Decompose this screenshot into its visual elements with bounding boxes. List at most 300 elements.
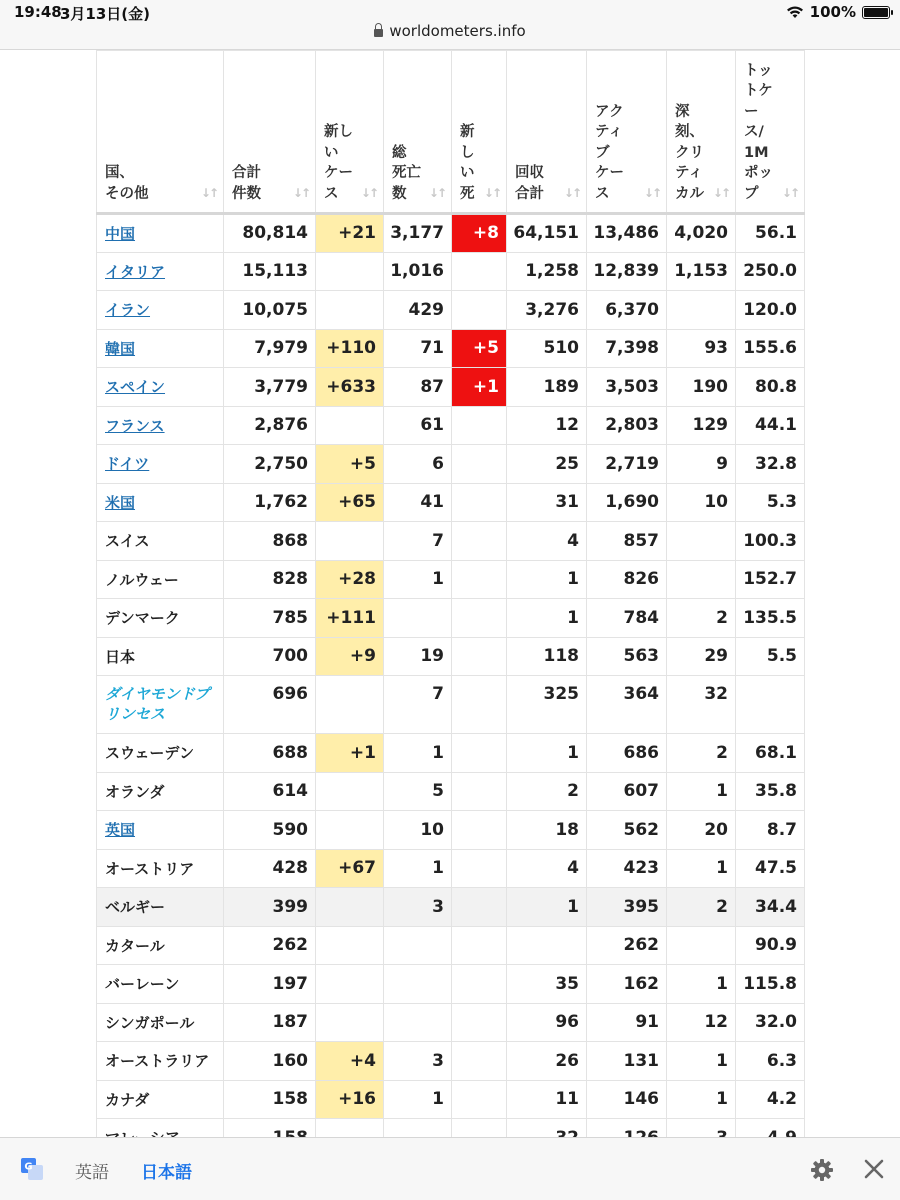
- coronavirus-table-container: [96, 50, 804, 1158]
- cases-per-million-cell: 6.3: [736, 1042, 805, 1081]
- total-deaths-cell: 6: [384, 445, 452, 484]
- total-cases-cell: 2,876: [224, 406, 316, 445]
- new-cases-cell: +16: [316, 1080, 384, 1119]
- url-text: worldometers.info: [389, 22, 526, 40]
- active-cases-cell: 563: [587, 637, 667, 676]
- recovered-cell: 1,258: [507, 252, 587, 291]
- serious-critical-cell: 1: [667, 1042, 736, 1081]
- serious-critical-cell: 12: [667, 1003, 736, 1042]
- new-cases-cell: +4: [316, 1042, 384, 1081]
- table-row: [97, 368, 805, 407]
- header-new-cases[interactable]: [316, 51, 384, 214]
- new-cases-cell: +65: [316, 483, 384, 522]
- cases-per-million-cell: 250.0: [736, 252, 805, 291]
- total-cases-cell: 700: [224, 637, 316, 676]
- total-deaths-cell: 19: [384, 637, 452, 676]
- total-deaths-cell: 5: [384, 772, 452, 811]
- new-deaths-cell: [452, 483, 507, 522]
- total-deaths-cell: 1: [384, 849, 452, 888]
- active-cases-cell: 6,370: [587, 291, 667, 330]
- recovered-cell: 2: [507, 772, 587, 811]
- total-deaths-cell: 41: [384, 483, 452, 522]
- new-cases-cell: +1: [316, 734, 384, 773]
- new-cases-cell: [316, 965, 384, 1004]
- new-deaths-cell: [452, 637, 507, 676]
- status-date: 3月13日(金): [60, 5, 151, 23]
- country-cell[interactable]: [97, 252, 224, 291]
- serious-critical-cell: 129: [667, 406, 736, 445]
- country-name: デンマーク: [105, 609, 180, 628]
- cases-per-million-cell: 4.2: [736, 1080, 805, 1119]
- country-cell[interactable]: [97, 445, 224, 484]
- new-cases-cell: +67: [316, 849, 384, 888]
- total-deaths-cell: 3,177: [384, 214, 452, 253]
- recovered-cell: 1: [507, 560, 587, 599]
- new-deaths-cell: [452, 926, 507, 965]
- total-cases-cell: 187: [224, 1003, 316, 1042]
- new-cases-cell: +5: [316, 445, 384, 484]
- total-cases-cell: 590: [224, 811, 316, 850]
- cases-per-million-cell: 120.0: [736, 291, 805, 330]
- total-cases-cell: 688: [224, 734, 316, 773]
- cases-per-million-cell: 155.6: [736, 329, 805, 368]
- recovered-cell: 4: [507, 522, 587, 561]
- total-deaths-cell: 1: [384, 1080, 452, 1119]
- country-name: オーストリア: [105, 859, 195, 878]
- sort-icon[interactable]: ↓↑: [360, 185, 377, 200]
- new-deaths-cell: [452, 445, 507, 484]
- table-row: [97, 522, 805, 561]
- sort-icon[interactable]: ↓↑: [428, 185, 445, 200]
- country-name: バーレーン: [105, 975, 180, 994]
- close-icon[interactable]: [863, 1158, 885, 1180]
- new-cases-cell: +110: [316, 329, 384, 368]
- status-right: [786, 3, 890, 21]
- new-cases-cell: +111: [316, 599, 384, 638]
- serious-critical-cell: 29: [667, 637, 736, 676]
- sort-icon[interactable]: ↓↑: [712, 185, 729, 200]
- cases-per-million-cell: 135.5: [736, 599, 805, 638]
- country-link[interactable]: 韓国: [105, 339, 136, 358]
- active-cases-cell: 1,690: [587, 483, 667, 522]
- active-cases-cell: 364: [587, 676, 667, 734]
- country-cell: [97, 734, 224, 773]
- country-link[interactable]: イラン: [105, 301, 151, 320]
- serious-critical-cell: [667, 291, 736, 330]
- serious-critical-cell: 190: [667, 368, 736, 407]
- header-total-cases[interactable]: [224, 51, 316, 214]
- table-row: [97, 483, 805, 522]
- total-deaths-cell: 10: [384, 811, 452, 850]
- table-row: [97, 965, 805, 1004]
- coronavirus-table: [96, 50, 805, 1158]
- cases-per-million-cell: 80.8: [736, 368, 805, 407]
- country-cell[interactable]: [97, 368, 224, 407]
- serious-critical-cell: 4,020: [667, 214, 736, 253]
- total-deaths-cell: [384, 965, 452, 1004]
- cases-per-million-cell: [736, 676, 805, 734]
- serious-critical-cell: 20: [667, 811, 736, 850]
- recovered-cell: 1: [507, 734, 587, 773]
- total-deaths-cell: 1: [384, 560, 452, 599]
- total-cases-cell: 160: [224, 1042, 316, 1081]
- table-row: [97, 849, 805, 888]
- new-cases-cell: [316, 926, 384, 965]
- country-cell: [97, 599, 224, 638]
- total-cases-cell: 7,979: [224, 329, 316, 368]
- address-bar[interactable]: [0, 22, 900, 40]
- target-language-button[interactable]: 日本語: [141, 1163, 192, 1183]
- serious-critical-cell: [667, 522, 736, 561]
- recovered-cell: 510: [507, 329, 587, 368]
- header-active-cases[interactable]: [587, 51, 667, 214]
- total-cases-cell: 262: [224, 926, 316, 965]
- total-cases-cell: 399: [224, 888, 316, 927]
- table-row: [97, 1042, 805, 1081]
- country-name: シンガポール: [105, 1013, 195, 1032]
- cases-per-million-cell: 44.1: [736, 406, 805, 445]
- new-deaths-cell: [452, 965, 507, 1004]
- total-cases-cell: 197: [224, 965, 316, 1004]
- recovered-cell: 96: [507, 1003, 587, 1042]
- table-row: [97, 888, 805, 927]
- table-body: [97, 214, 805, 1158]
- cases-per-million-cell: 5.5: [736, 637, 805, 676]
- new-deaths-cell: [452, 811, 507, 850]
- total-cases-cell: 2,750: [224, 445, 316, 484]
- active-cases-cell: 262: [587, 926, 667, 965]
- active-cases-cell: 395: [587, 888, 667, 927]
- table-row: [97, 734, 805, 773]
- new-deaths-cell: [452, 849, 507, 888]
- header-recovered[interactable]: [507, 51, 587, 214]
- serious-critical-cell: 2: [667, 599, 736, 638]
- translate-bar: [0, 1137, 900, 1200]
- new-cases-cell: [316, 811, 384, 850]
- recovered-cell: 31: [507, 483, 587, 522]
- serious-critical-cell: 10: [667, 483, 736, 522]
- country-name: 日本: [105, 647, 136, 666]
- header-cases-per-million[interactable]: [736, 51, 805, 214]
- header-new-deaths[interactable]: [452, 51, 507, 214]
- active-cases-cell: 131: [587, 1042, 667, 1081]
- new-cases-cell: [316, 252, 384, 291]
- serious-critical-cell: 1,153: [667, 252, 736, 291]
- total-cases-cell: 15,113: [224, 252, 316, 291]
- recovered-cell: 189: [507, 368, 587, 407]
- header-country[interactable]: [97, 51, 224, 214]
- recovered-cell: [507, 926, 587, 965]
- country-link[interactable]: ドイツ: [105, 455, 150, 474]
- cases-per-million-cell: 100.3: [736, 522, 805, 561]
- new-deaths-cell: [452, 772, 507, 811]
- header-serious-critical[interactable]: [667, 51, 736, 214]
- serious-critical-cell: 1: [667, 1080, 736, 1119]
- total-cases-cell: 614: [224, 772, 316, 811]
- new-deaths-cell: [452, 1003, 507, 1042]
- table-row: [97, 599, 805, 638]
- new-cases-cell: [316, 676, 384, 734]
- recovered-cell: 1: [507, 599, 587, 638]
- header-label: 深 刻、 クリ ティ カル: [675, 103, 704, 202]
- new-cases-cell: +633: [316, 368, 384, 407]
- country-cell: [97, 926, 224, 965]
- header-label: 新し い ケー ス: [324, 124, 353, 202]
- wifi-icon: [786, 5, 804, 19]
- country-link[interactable]: 英国: [105, 821, 136, 840]
- country-name: スウェーデン: [105, 744, 195, 763]
- recovered-cell: 18: [507, 811, 587, 850]
- cases-per-million-cell: 90.9: [736, 926, 805, 965]
- new-cases-cell: [316, 772, 384, 811]
- active-cases-cell: 784: [587, 599, 667, 638]
- active-cases-cell: 857: [587, 522, 667, 561]
- country-cell: [97, 1042, 224, 1081]
- country-cell[interactable]: [97, 291, 224, 330]
- total-cases-cell: 3,779: [224, 368, 316, 407]
- country-name: カナダ: [105, 1090, 150, 1109]
- cases-per-million-cell: 35.8: [736, 772, 805, 811]
- new-deaths-cell: [452, 1080, 507, 1119]
- country-name: カタール: [105, 936, 165, 955]
- serious-critical-cell: 93: [667, 329, 736, 368]
- active-cases-cell: 146: [587, 1080, 667, 1119]
- new-deaths-cell: [452, 560, 507, 599]
- total-cases-cell: 785: [224, 599, 316, 638]
- header-label: トッ トケ ー ス/ 1M ポッ プ: [744, 62, 773, 202]
- recovered-cell: 118: [507, 637, 587, 676]
- new-deaths-cell: +5: [452, 329, 507, 368]
- country-cell: [97, 1080, 224, 1119]
- source-language-button[interactable]: 英語: [75, 1163, 109, 1183]
- country-link[interactable]: スペイン: [105, 378, 166, 397]
- total-cases-cell: 428: [224, 849, 316, 888]
- total-cases-cell: 80,814: [224, 214, 316, 253]
- header-label: 合計 件数: [232, 165, 261, 202]
- country-cell: [97, 560, 224, 599]
- total-cases-cell: 158: [224, 1080, 316, 1119]
- total-deaths-cell: [384, 1003, 452, 1042]
- serious-critical-cell: 1: [667, 772, 736, 811]
- serious-critical-cell: 9: [667, 445, 736, 484]
- cases-per-million-cell: 56.1: [736, 214, 805, 253]
- table-row: [97, 637, 805, 676]
- cases-per-million-cell: 68.1: [736, 734, 805, 773]
- new-deaths-cell: [452, 734, 507, 773]
- total-deaths-cell: 3: [384, 888, 452, 927]
- svg-text:G: G: [24, 1161, 33, 1173]
- table-row: [97, 1003, 805, 1042]
- sort-icon[interactable]: ↓↑: [563, 185, 580, 200]
- total-deaths-cell: [384, 599, 452, 638]
- sort-desc-icon[interactable]: ↓↑: [292, 185, 309, 200]
- country-name: ベルギー: [105, 898, 166, 917]
- total-deaths-cell: 429: [384, 291, 452, 330]
- new-cases-cell: +9: [316, 637, 384, 676]
- country-cell: [97, 676, 224, 734]
- active-cases-cell: 12,839: [587, 252, 667, 291]
- active-cases-cell: 607: [587, 772, 667, 811]
- status-bar: [0, 0, 900, 50]
- table-row: [97, 811, 805, 850]
- table-row: [97, 329, 805, 368]
- country-link[interactable]: 米国: [105, 493, 136, 512]
- new-cases-cell: +28: [316, 560, 384, 599]
- serious-critical-cell: 2: [667, 888, 736, 927]
- new-cases-cell: [316, 1003, 384, 1042]
- table-row: [97, 926, 805, 965]
- country-link[interactable]: フランス: [105, 416, 165, 435]
- new-deaths-cell: [452, 676, 507, 734]
- new-cases-cell: [316, 406, 384, 445]
- country-cell: [97, 965, 224, 1004]
- country-name-cruise: ダイヤモンドプリンセス: [105, 685, 210, 723]
- cases-per-million-cell: 34.4: [736, 888, 805, 927]
- country-link[interactable]: 中国: [105, 224, 136, 243]
- new-deaths-cell: [452, 888, 507, 927]
- table-row: [97, 252, 805, 291]
- total-deaths-cell: 1: [384, 734, 452, 773]
- recovered-cell: 25: [507, 445, 587, 484]
- total-deaths-cell: [384, 926, 452, 965]
- header-total-deaths[interactable]: [384, 51, 452, 214]
- country-name: スイス: [105, 532, 150, 551]
- table-row: [97, 445, 805, 484]
- total-deaths-cell: 87: [384, 368, 452, 407]
- header-label: 新 し い 死: [460, 124, 475, 202]
- active-cases-cell: 423: [587, 849, 667, 888]
- active-cases-cell: 13,486: [587, 214, 667, 253]
- new-deaths-cell: [452, 406, 507, 445]
- cases-per-million-cell: 5.3: [736, 483, 805, 522]
- country-cell[interactable]: [97, 406, 224, 445]
- battery-icon: [862, 6, 890, 19]
- new-cases-cell: [316, 522, 384, 561]
- total-deaths-cell: 71: [384, 329, 452, 368]
- new-deaths-cell: +8: [452, 214, 507, 253]
- country-cell: [97, 522, 224, 561]
- country-cell: [97, 849, 224, 888]
- cases-per-million-cell: 32.0: [736, 1003, 805, 1042]
- recovered-cell: 26: [507, 1042, 587, 1081]
- table-row: [97, 676, 805, 734]
- active-cases-cell: 686: [587, 734, 667, 773]
- country-cell[interactable]: [97, 483, 224, 522]
- sort-icon[interactable]: ↓↑: [643, 185, 660, 200]
- total-deaths-cell: 1,016: [384, 252, 452, 291]
- new-deaths-cell: [452, 252, 507, 291]
- recovered-cell: 3,276: [507, 291, 587, 330]
- sort-icon[interactable]: ↓↑: [200, 185, 217, 200]
- country-name: オーストラリア: [105, 1052, 210, 1071]
- country-cell: [97, 637, 224, 676]
- total-deaths-cell: 3: [384, 1042, 452, 1081]
- country-cell[interactable]: [97, 214, 224, 253]
- serious-critical-cell: [667, 560, 736, 599]
- google-translate-icon[interactable]: [20, 1157, 44, 1181]
- country-cell[interactable]: [97, 329, 224, 368]
- recovered-cell: 35: [507, 965, 587, 1004]
- lock-icon: [374, 29, 383, 37]
- total-cases-cell: 10,075: [224, 291, 316, 330]
- new-deaths-cell: [452, 599, 507, 638]
- battery-percent: 100%: [809, 3, 856, 21]
- sort-icon[interactable]: ↓↑: [483, 185, 500, 200]
- new-deaths-cell: [452, 522, 507, 561]
- country-cell: [97, 1003, 224, 1042]
- serious-critical-cell: 2: [667, 734, 736, 773]
- cases-per-million-cell: 8.7: [736, 811, 805, 850]
- recovered-cell: 64,151: [507, 214, 587, 253]
- header-label: アク ティ ブ ケー ス: [595, 103, 624, 202]
- new-deaths-cell: [452, 291, 507, 330]
- gear-icon[interactable]: [810, 1158, 834, 1182]
- table-row: [97, 291, 805, 330]
- status-time: 19:48: [14, 3, 62, 21]
- country-cell: [97, 888, 224, 927]
- country-cell: [97, 772, 224, 811]
- header-label: 総 死亡 数: [392, 144, 421, 202]
- serious-critical-cell: 1: [667, 965, 736, 1004]
- country-name: オランダ: [105, 782, 165, 801]
- country-cell[interactable]: [97, 811, 224, 850]
- recovered-cell: 4: [507, 849, 587, 888]
- active-cases-cell: 91: [587, 1003, 667, 1042]
- new-deaths-cell: +1: [452, 368, 507, 407]
- total-cases-cell: 828: [224, 560, 316, 599]
- active-cases-cell: 2,803: [587, 406, 667, 445]
- new-deaths-cell: [452, 1042, 507, 1081]
- serious-critical-cell: 32: [667, 676, 736, 734]
- table-row: [97, 772, 805, 811]
- cases-per-million-cell: 47.5: [736, 849, 805, 888]
- country-link[interactable]: イタリア: [105, 262, 166, 281]
- serious-critical-cell: 1: [667, 849, 736, 888]
- table-row: [97, 1080, 805, 1119]
- active-cases-cell: 2,719: [587, 445, 667, 484]
- new-cases-cell: [316, 888, 384, 927]
- total-cases-cell: 696: [224, 676, 316, 734]
- recovered-cell: 1: [507, 888, 587, 927]
- new-cases-cell: +21: [316, 214, 384, 253]
- recovered-cell: 12: [507, 406, 587, 445]
- table-row: [97, 406, 805, 445]
- total-deaths-cell: 7: [384, 676, 452, 734]
- cases-per-million-cell: 152.7: [736, 560, 805, 599]
- active-cases-cell: 162: [587, 965, 667, 1004]
- active-cases-cell: 562: [587, 811, 667, 850]
- table-row: [97, 214, 805, 253]
- recovered-cell: 11: [507, 1080, 587, 1119]
- sort-icon[interactable]: ↓↑: [781, 185, 798, 200]
- recovered-cell: 325: [507, 676, 587, 734]
- cases-per-million-cell: 32.8: [736, 445, 805, 484]
- total-deaths-cell: 7: [384, 522, 452, 561]
- total-cases-cell: 1,762: [224, 483, 316, 522]
- total-cases-cell: 868: [224, 522, 316, 561]
- country-name: ノルウェー: [105, 570, 179, 589]
- total-deaths-cell: 61: [384, 406, 452, 445]
- header-label: 回収 合計: [515, 165, 544, 202]
- active-cases-cell: 3,503: [587, 368, 667, 407]
- cases-per-million-cell: 115.8: [736, 965, 805, 1004]
- new-cases-cell: [316, 291, 384, 330]
- table-row: [97, 560, 805, 599]
- active-cases-cell: 826: [587, 560, 667, 599]
- table-header-row: [97, 51, 805, 214]
- active-cases-cell: 7,398: [587, 329, 667, 368]
- serious-critical-cell: [667, 926, 736, 965]
